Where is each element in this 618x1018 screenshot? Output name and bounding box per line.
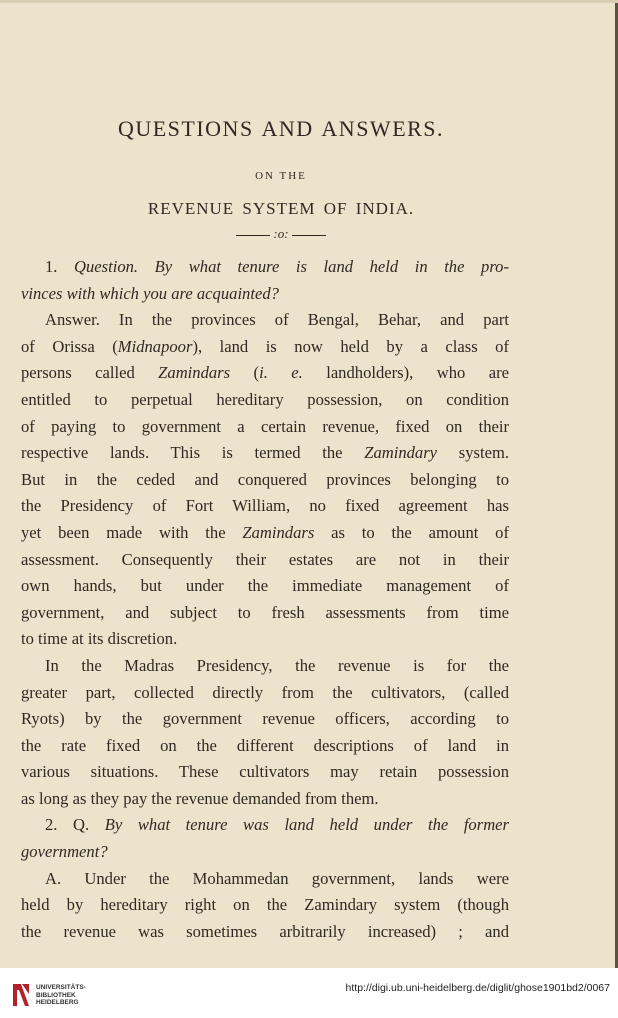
text-line: [21, 786, 509, 813]
text-line: [21, 706, 509, 733]
text-line: [21, 866, 509, 893]
text-run: as long as they pay the revenue demanded from them.: [21, 788, 379, 808]
text-run: own hands, but under the immediate management of: [21, 576, 509, 596]
italic-text: Zamindary: [364, 443, 438, 463]
text-run: A. Under the Mohammedan government, lands were: [45, 868, 509, 888]
text-run: respective lands. This is termed the: [21, 443, 365, 463]
question-number: 1.: [45, 257, 58, 276]
text-line: [21, 414, 509, 441]
text-line: [21, 653, 509, 680]
ornament-text: :o:: [273, 226, 289, 241]
text-run: Ryots) by the government revenue officers, according to: [21, 709, 509, 729]
text-line: [21, 680, 509, 707]
italic-text: Question.: [57, 257, 139, 276]
text-run: the Presidency of Fort William, no fixed agreement has: [21, 496, 509, 516]
text-run: as to the amount of: [314, 522, 510, 542]
text-run: 2. Q.: [45, 815, 105, 835]
italic-text: vinces with which you are acquainted?: [21, 283, 279, 303]
text-run: of Orissa (: [21, 336, 118, 356]
text-line: [21, 626, 509, 653]
text-run: persons called: [21, 363, 159, 383]
text-run: But in the ceded and conquered provinces belonging to: [21, 469, 509, 489]
text-run: various situations. These cultivators may retain possession: [21, 762, 509, 782]
text-run: to time at its discretion.: [21, 629, 178, 649]
text-run: system.: [437, 443, 509, 463]
text-line: [21, 600, 509, 627]
text-line: [21, 759, 509, 786]
italic-text: By what tenure is land held in the pro-: [138, 257, 509, 276]
text-run: In the Madras Presidency, the revenue is for the: [45, 655, 509, 675]
text-line: [21, 919, 509, 946]
text-run: the rate fixed on the different descriptions of land in: [21, 735, 509, 755]
ornament-rule-left: [236, 235, 270, 236]
page-title: QUESTIONS AND ANSWERS.: [117, 116, 445, 141]
text-line: [21, 812, 509, 839]
text-line: [21, 892, 509, 919]
on-the-label: ON THE: [255, 170, 307, 182]
text-run: held by hereditary right on the Zamindary system (though: [21, 895, 509, 915]
page-subtitle: REVENUE SYSTEM OF INDIA.: [147, 199, 415, 218]
library-logo-icon[interactable]: [10, 982, 32, 1008]
library-line-2: BIBLIOTHEK: [36, 991, 76, 999]
text-line: [21, 334, 509, 361]
text-run: ), land is now held by a class of: [192, 336, 509, 356]
text-line: [21, 440, 509, 467]
text-line: [21, 281, 509, 308]
text-run: of paying to government a certain revenue, fixed on their: [21, 416, 509, 436]
library-line-1: UNIVERSITÄTS-: [36, 984, 86, 991]
italic-text: Zamindars: [242, 522, 315, 542]
text-line: [21, 467, 509, 494]
text-line: [21, 547, 509, 574]
text-run: landholders), who are: [302, 363, 509, 383]
ornament-divider: [21, 226, 541, 242]
text-run: the revenue was sometimes arbitrarily increased) ; and: [21, 921, 509, 941]
text-line: [21, 839, 509, 866]
text-run: assessment. Consequently their estates are not in their: [21, 549, 509, 569]
italic-text: Midnapoor: [117, 336, 193, 356]
italic-text: Zamindars: [158, 363, 231, 383]
italic-text: government?: [21, 842, 108, 862]
text-run: greater part, collected directly from the cultivators, (called: [21, 682, 509, 702]
ornament-rule-right: [292, 235, 326, 236]
scan-edge: [0, 0, 618, 3]
text-line: [21, 307, 509, 334]
text-run: government, and subject to fresh assessments from time: [21, 602, 509, 622]
source-url-link[interactable]: http://digi.ub.uni-heidelberg.de/diglit/ghose1901bd2/0067: [345, 982, 610, 994]
italic-text: i. e.: [259, 363, 303, 383]
text-line: [21, 733, 509, 760]
text-line: [21, 520, 509, 547]
library-name: [36, 984, 86, 1007]
text-line: [21, 254, 509, 281]
text-line: [21, 387, 509, 414]
text-run: (: [230, 363, 260, 383]
text-line: [21, 573, 509, 600]
text-run: entitled to perpetual hereditary possession, on condition: [21, 389, 509, 409]
library-line-3: HEIDELBERG: [36, 999, 79, 1006]
italic-text: By what tenure was land held under the former: [104, 815, 509, 835]
text-run: Answer. In the provinces of Bengal, Behar, and part: [45, 310, 509, 330]
text-line: [21, 360, 509, 387]
text-run: yet been made with the: [21, 522, 243, 542]
body-text: [21, 254, 509, 945]
text-line: [21, 493, 509, 520]
